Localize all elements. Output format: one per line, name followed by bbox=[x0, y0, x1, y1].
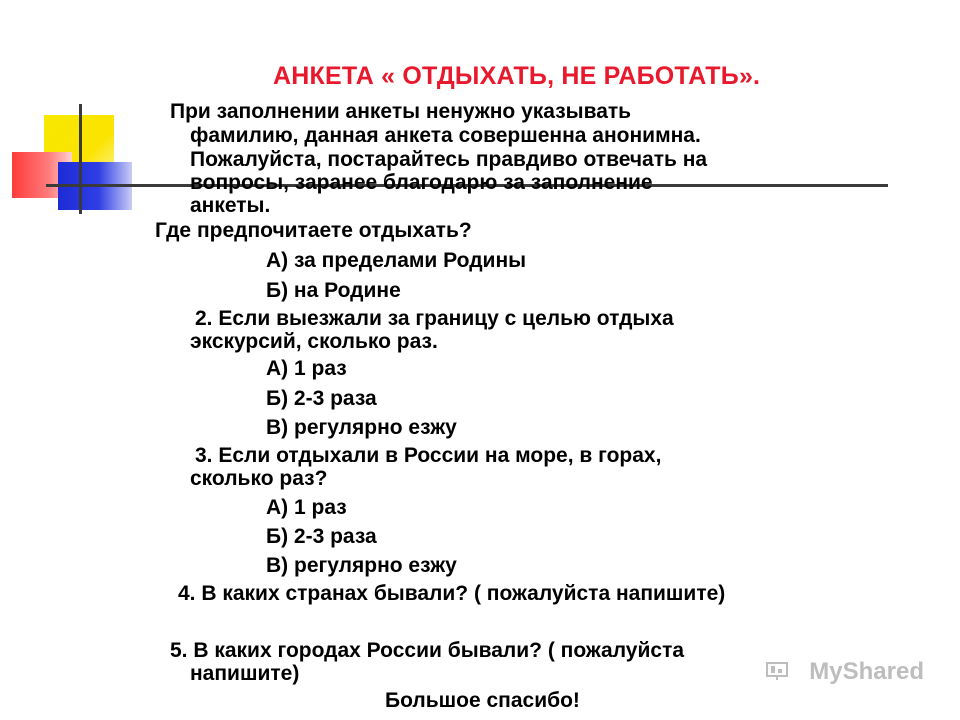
intro-line-1: При заполнении анкеты ненужно указывать bbox=[170, 100, 632, 123]
question-3-line-1: 3. Если отдыхали в России на море, в горах, bbox=[195, 444, 662, 467]
intro-line-5: анкеты. bbox=[190, 194, 271, 217]
presentation-icon bbox=[766, 661, 788, 681]
question-3-line-2: сколько раз? bbox=[190, 467, 328, 490]
q3-answer-b: Б) 2-3 раза bbox=[266, 525, 377, 548]
q3-answer-c: В) регулярно езжу bbox=[266, 554, 457, 577]
q2-answer-c: В) регулярно езжу bbox=[266, 416, 457, 439]
thanks-text: Большое спасибо! bbox=[385, 689, 580, 712]
q1-answer-b: Б) на Родине bbox=[266, 279, 401, 302]
question-2-line-1: 2. Если выезжали за границу с целью отдыха bbox=[195, 307, 674, 330]
q2-answer-a: А) 1 раз bbox=[266, 357, 347, 380]
question-2-line-2: экскурсий, сколько раз. bbox=[190, 330, 438, 353]
question-4: 4. В каких странах бывали? ( пожалуйста напишите) bbox=[178, 582, 726, 605]
question-1: Где предпочитаете отдыхать? bbox=[155, 219, 472, 242]
page-title: АНКЕТА « ОТДЫХАТЬ, НЕ РАБОТАТЬ». bbox=[273, 62, 761, 90]
vertical-rule bbox=[79, 104, 82, 214]
intro-line-3: Пожалуйста, постарайтесь правдиво отвечать на bbox=[190, 148, 708, 171]
intro-line-4: вопросы, заранее благодарю за заполнение bbox=[190, 171, 653, 194]
q3-answer-a: А) 1 раз bbox=[266, 496, 347, 519]
watermark: MyShared bbox=[809, 658, 924, 685]
intro-line-2: фамилию, данная анкета совершенна анонимна. bbox=[190, 124, 701, 147]
q1-answer-a: А) за пределами Родины bbox=[266, 249, 527, 272]
question-5-line-2: напишите) bbox=[190, 662, 300, 685]
q2-answer-b: Б) 2-3 раза bbox=[266, 387, 377, 410]
question-5-line-1: 5. В каких городах России бывали? ( пожалуйста bbox=[170, 639, 685, 662]
